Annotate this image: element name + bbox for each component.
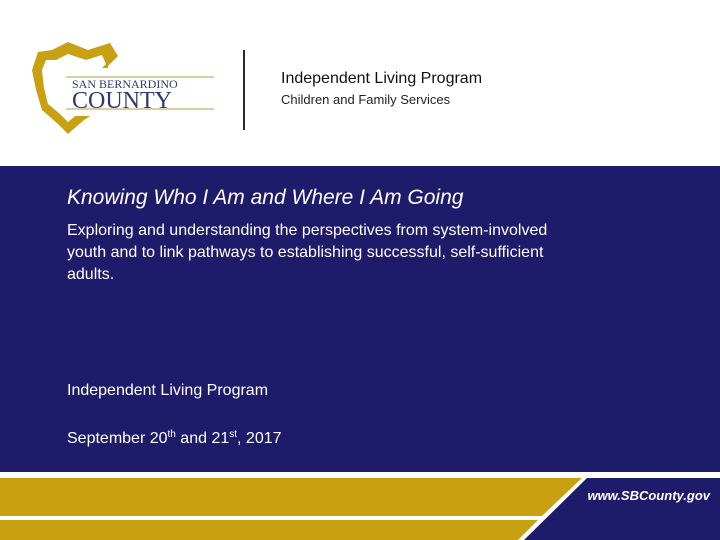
presentation-subtitle: Exploring and understanding the perspectives from system-involved youth and to link pathways to establishing successful, self-sufficient adults. [67, 222, 548, 283]
date-prefix: September 20 [67, 430, 168, 447]
title-panel [0, 166, 720, 472]
county-seal-logo [28, 40, 218, 136]
header-divider [243, 50, 245, 130]
presentation-date [67, 430, 282, 448]
presentation-title: Knowing Who I Am and Where I Am Going [67, 186, 464, 209]
svg-text:COUNTY: COUNTY [72, 88, 172, 114]
footer-band [0, 472, 720, 540]
presenter-program: Independent Living Program [67, 382, 269, 399]
svg-text:SAN BERNARDINO: SAN BERNARDINO [72, 77, 178, 91]
footer-bar [0, 472, 720, 540]
date-suffix: , 2017 [237, 430, 282, 447]
date-superscript-2: st [229, 429, 238, 440]
date-middle: and 21 [175, 430, 230, 447]
website-link[interactable]: www.SBCounty.gov [587, 488, 710, 503]
slide-header [0, 0, 720, 166]
program-name: Independent Living Program [281, 70, 483, 87]
date-superscript-1: th [167, 429, 176, 440]
department-name: Children and Family Services [281, 92, 451, 107]
